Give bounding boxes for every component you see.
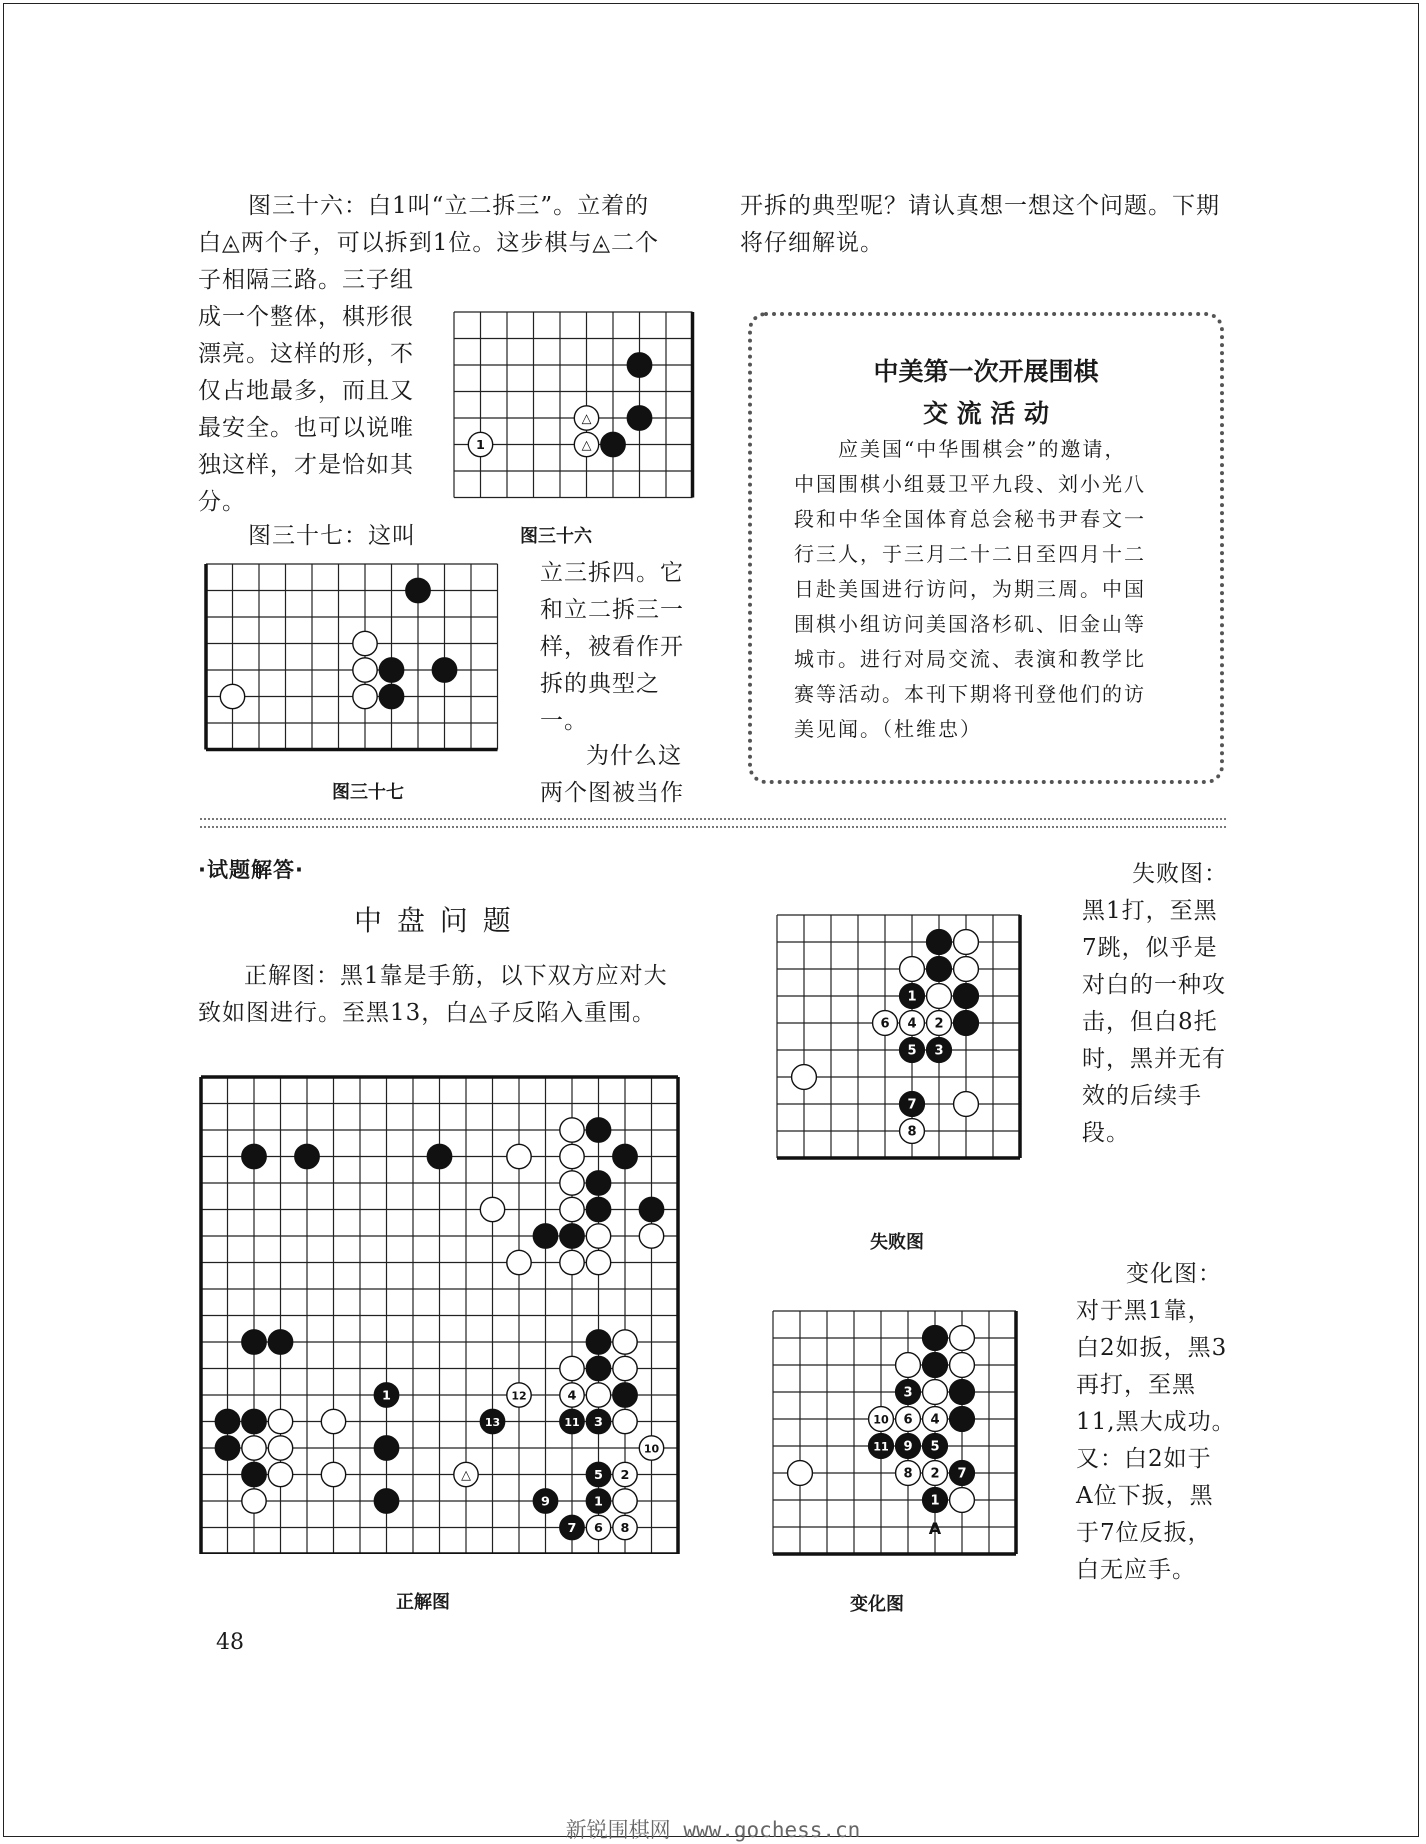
board-main-solution bbox=[196, 1072, 682, 1554]
white-stone bbox=[560, 1356, 584, 1380]
stone-label: 4 bbox=[907, 1016, 917, 1032]
white-stone bbox=[560, 1197, 584, 1221]
stone-label: 5 bbox=[930, 1439, 940, 1455]
stone-label: 7 bbox=[957, 1466, 967, 1482]
white-stone bbox=[220, 684, 244, 708]
para37-start: 图三十七：这叫 bbox=[248, 523, 416, 549]
white-stone bbox=[242, 1489, 266, 1513]
stone-label: 5 bbox=[907, 1043, 917, 1059]
stone-label: 2 bbox=[930, 1466, 940, 1482]
caption-figure-37: 图三十七 bbox=[332, 782, 404, 803]
white-stone bbox=[560, 1171, 584, 1195]
watermark: 新锐围棋网 www.gochess.cn bbox=[565, 1818, 861, 1842]
white-stone bbox=[242, 1436, 266, 1460]
white-stone bbox=[927, 1011, 952, 1036]
stone-label: 3 bbox=[934, 1043, 944, 1059]
white-stone bbox=[950, 1326, 975, 1351]
black-stone bbox=[627, 353, 651, 377]
white-stone bbox=[586, 1224, 610, 1248]
white-stone bbox=[586, 1383, 610, 1407]
stone-label: 5 bbox=[594, 1468, 603, 1484]
white-stone bbox=[268, 1462, 292, 1486]
white-stone bbox=[574, 432, 598, 456]
news-body: 应美国“中华围棋会”的邀请， 中国围棋小组聂卫平九段、刘小光八 段和中华全国体育总会秘书尹春文一 行三人，于三月二十二日至四月十二 日赴美国进行访问，为期三周。中国 围棋小组访问美国洛杉矶、旧金山等 城市。进行对局交流、表演和教学比 赛等活动。本刊下期将刊登他们的访 美见闻。（杜维忠） bbox=[794, 437, 1146, 741]
black-stone bbox=[927, 930, 952, 955]
white-stone bbox=[896, 1353, 921, 1378]
white-stone bbox=[613, 1356, 637, 1380]
black-stone bbox=[586, 1489, 610, 1513]
stone-label: 6 bbox=[594, 1521, 603, 1537]
white-stone bbox=[923, 1461, 948, 1486]
stone-label: 1 bbox=[476, 438, 485, 454]
stone-label: 10 bbox=[873, 1413, 889, 1427]
stone-label: 1 bbox=[594, 1494, 603, 1510]
white-stone bbox=[353, 684, 377, 708]
white-stone bbox=[896, 1461, 921, 1486]
black-stone bbox=[923, 1488, 948, 1513]
black-stone bbox=[950, 1407, 975, 1432]
stone-label: 3 bbox=[903, 1385, 913, 1401]
board-variation bbox=[768, 1306, 1030, 1568]
white-stone bbox=[950, 1488, 975, 1513]
black-stone bbox=[242, 1409, 266, 1433]
black-stone bbox=[923, 1434, 948, 1459]
black-stone bbox=[427, 1144, 451, 1168]
black-stone bbox=[896, 1434, 921, 1459]
stone-label: △ bbox=[581, 438, 592, 454]
white-stone bbox=[927, 984, 952, 1009]
white-stone bbox=[613, 1489, 637, 1513]
para36-line2: 白◬两个子，可以拆到1位。这步棋与◬二个 bbox=[198, 230, 660, 256]
white-stone bbox=[792, 1065, 817, 1090]
board-figure-37 bbox=[198, 556, 514, 762]
white-stone bbox=[950, 1353, 975, 1378]
stone-label: 4 bbox=[567, 1388, 577, 1404]
white-stone bbox=[586, 1250, 610, 1274]
black-stone bbox=[406, 578, 430, 602]
white-stone bbox=[639, 1224, 663, 1248]
white-stone bbox=[560, 1118, 584, 1142]
white-stone bbox=[560, 1144, 584, 1168]
white-stone bbox=[321, 1409, 345, 1433]
black-stone bbox=[374, 1436, 398, 1460]
section-divider bbox=[200, 818, 1226, 828]
white-stone bbox=[900, 1011, 925, 1036]
black-stone bbox=[560, 1409, 584, 1433]
white-stone bbox=[788, 1461, 813, 1486]
black-stone bbox=[627, 406, 651, 430]
black-stone bbox=[586, 1171, 610, 1195]
black-stone bbox=[215, 1436, 239, 1460]
white-stone bbox=[900, 957, 925, 982]
black-stone bbox=[533, 1224, 557, 1248]
white-stone bbox=[586, 1515, 610, 1539]
black-stone bbox=[242, 1330, 266, 1354]
stone-label: 10 bbox=[643, 1442, 660, 1456]
stone-label: 9 bbox=[541, 1494, 550, 1510]
white-stone bbox=[560, 1383, 584, 1407]
black-stone bbox=[927, 957, 952, 982]
stone-label: 11 bbox=[564, 1416, 580, 1430]
black-stone bbox=[242, 1144, 266, 1168]
stone-label: △ bbox=[461, 1468, 471, 1484]
stone-label: △ bbox=[581, 411, 592, 427]
white-stone bbox=[353, 658, 377, 682]
stone-label: 8 bbox=[903, 1466, 913, 1482]
black-stone bbox=[586, 1462, 610, 1486]
para36-body: 子相隔三路。三子组 成一个整体，棋形很 漂亮。这样的形，不 仅占地最多，而且又 最安全。也可以说唯 独这样，才是恰如其 分。 bbox=[198, 267, 414, 515]
white-stone bbox=[480, 1197, 504, 1221]
white-stone bbox=[468, 432, 492, 456]
black-stone bbox=[560, 1224, 584, 1248]
white-stone bbox=[507, 1144, 531, 1168]
black-stone bbox=[586, 1197, 610, 1221]
white-stone bbox=[869, 1407, 894, 1432]
black-stone bbox=[480, 1409, 504, 1433]
page-number: 48 bbox=[216, 1630, 244, 1655]
white-stone bbox=[900, 1119, 925, 1144]
white-stone bbox=[321, 1462, 345, 1486]
black-stone bbox=[374, 1489, 398, 1513]
black-stone bbox=[533, 1489, 557, 1513]
black-stone bbox=[374, 1383, 398, 1407]
black-stone bbox=[639, 1197, 663, 1221]
variation-text: 变化图： 对于黑1靠， 白2如扳，黑3 再打，至黑 11,黑大成功。 又：白2如于 A位下扳，黑 于7位反扳， 白无应手。 bbox=[1076, 1261, 1236, 1583]
news-title-1: 中美第一次开展围棋 bbox=[873, 357, 1099, 386]
white-stone bbox=[873, 1011, 898, 1036]
black-stone bbox=[613, 1144, 637, 1168]
black-stone bbox=[586, 1330, 610, 1354]
black-stone bbox=[295, 1144, 319, 1168]
stone-label: 12 bbox=[511, 1389, 527, 1403]
white-stone bbox=[954, 930, 979, 955]
white-stone bbox=[923, 1380, 948, 1405]
black-stone bbox=[586, 1356, 610, 1380]
stone-label: 9 bbox=[903, 1439, 913, 1455]
black-stone bbox=[896, 1380, 921, 1405]
stone-label: 6 bbox=[903, 1412, 913, 1428]
white-stone bbox=[639, 1436, 663, 1460]
black-stone bbox=[954, 1011, 979, 1036]
black-stone bbox=[215, 1409, 239, 1433]
stone-label: 11 bbox=[873, 1440, 889, 1454]
white-stone bbox=[954, 1092, 979, 1117]
section-label: ·试题解答· bbox=[198, 858, 304, 882]
white-stone bbox=[613, 1330, 637, 1354]
stone-label: 13 bbox=[484, 1416, 501, 1430]
stone-label: 8 bbox=[907, 1124, 917, 1140]
caption-fail: 失败图 bbox=[870, 1232, 924, 1253]
black-stone bbox=[432, 658, 456, 682]
white-stone bbox=[268, 1436, 292, 1460]
white-stone bbox=[896, 1407, 921, 1432]
black-stone bbox=[586, 1118, 610, 1142]
point-label-a: A bbox=[928, 1519, 942, 1538]
white-stone bbox=[613, 1462, 637, 1486]
black-stone bbox=[950, 1380, 975, 1405]
black-stone bbox=[586, 1409, 610, 1433]
white-stone bbox=[574, 406, 598, 430]
fail-text: 失败图： 黑1打，至黑 7跳，似乎是 对白的一种攻 击，但白8托 时，黑并无有 效的后续手 段。 bbox=[1082, 861, 1228, 1146]
white-stone bbox=[454, 1462, 478, 1486]
black-stone bbox=[954, 984, 979, 1009]
white-stone bbox=[923, 1407, 948, 1432]
para36-line1: 图三十六：白1叫“立二拆三”。立着的 bbox=[248, 193, 650, 219]
black-stone bbox=[379, 658, 403, 682]
caption-figure-36: 图三十六 bbox=[520, 526, 592, 547]
black-stone bbox=[268, 1330, 292, 1354]
white-stone bbox=[613, 1409, 637, 1433]
black-stone bbox=[900, 984, 925, 1009]
caption-main: 正解图 bbox=[396, 1592, 450, 1613]
stone-label: 4 bbox=[930, 1412, 940, 1428]
white-stone bbox=[268, 1409, 292, 1433]
stone-label: 1 bbox=[930, 1493, 940, 1509]
caption-variation: 变化图 bbox=[850, 1594, 904, 1615]
stone-label: 3 bbox=[594, 1415, 603, 1431]
stone-label: 2 bbox=[934, 1016, 944, 1032]
intro-text: 正解图：黑1靠是手筋，以下双方应对大 致如图进行。至黑13，白◬子反陷入重围。 bbox=[198, 963, 668, 1026]
black-stone bbox=[927, 1038, 952, 1063]
question-text: 为什么这 两个图被当作 bbox=[540, 743, 684, 806]
white-stone bbox=[353, 631, 377, 655]
para37-right: 立三拆四。它 和立二拆三一 样，被看作开 拆的典型之 一。 bbox=[540, 560, 684, 734]
white-stone bbox=[954, 957, 979, 982]
black-stone bbox=[560, 1515, 584, 1539]
black-stone bbox=[613, 1383, 637, 1407]
stone-label: 6 bbox=[880, 1016, 890, 1032]
black-stone bbox=[900, 1092, 925, 1117]
board-fail bbox=[772, 910, 1032, 1172]
white-stone bbox=[613, 1515, 637, 1539]
stone-label: 1 bbox=[382, 1388, 391, 1404]
black-stone bbox=[950, 1461, 975, 1486]
black-stone bbox=[601, 432, 625, 456]
white-stone bbox=[507, 1250, 531, 1274]
section-heading: 中 盘 问 题 bbox=[354, 904, 514, 937]
stone-label: 8 bbox=[620, 1521, 630, 1537]
news-title-2: 交 流 活 动 bbox=[922, 399, 1050, 428]
black-stone bbox=[900, 1038, 925, 1063]
black-stone bbox=[923, 1326, 948, 1351]
news-box bbox=[748, 312, 1224, 784]
black-stone bbox=[923, 1353, 948, 1378]
black-stone bbox=[869, 1434, 894, 1459]
stone-label: 7 bbox=[907, 1097, 917, 1113]
continuation-text: 开拆的典型呢？请认真想一想这个问题。下期 将仔细解说。 bbox=[740, 193, 1220, 256]
board-figure-36 bbox=[446, 304, 706, 510]
white-stone bbox=[507, 1383, 531, 1407]
stone-label: 1 bbox=[907, 989, 917, 1005]
stone-label: 7 bbox=[567, 1521, 577, 1537]
stone-label: 2 bbox=[620, 1468, 630, 1484]
white-stone bbox=[560, 1250, 584, 1274]
black-stone bbox=[242, 1462, 266, 1486]
black-stone bbox=[379, 684, 403, 708]
